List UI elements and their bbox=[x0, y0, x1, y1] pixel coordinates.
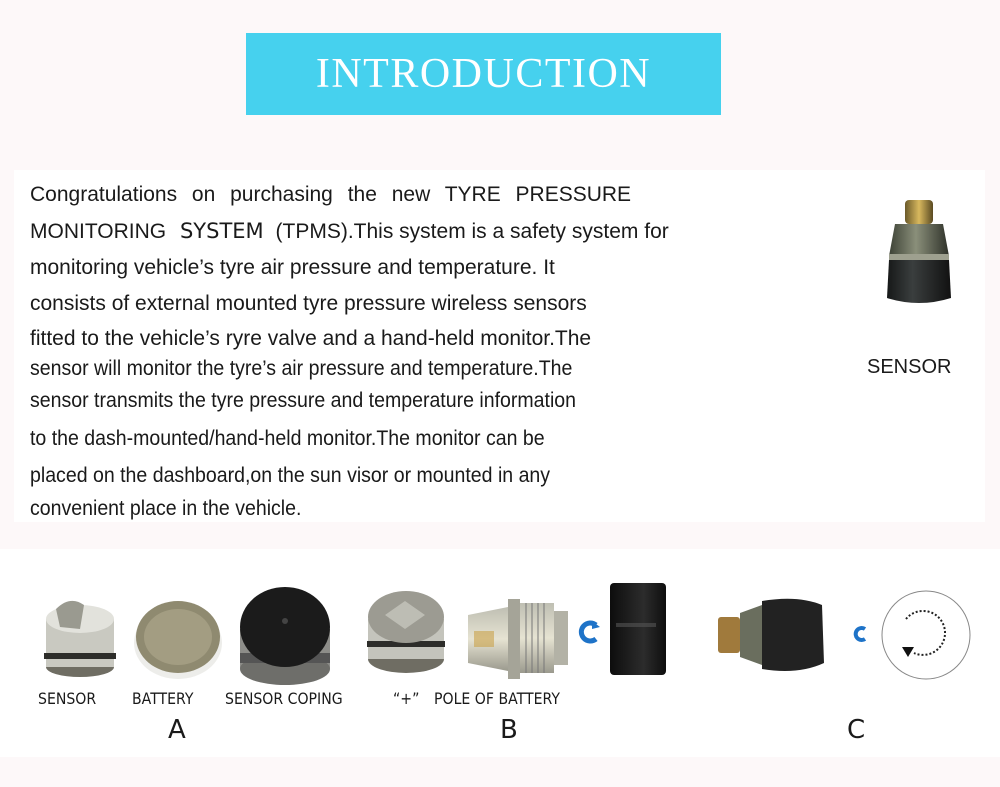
rotate-direction-icon bbox=[880, 589, 972, 681]
cap-side-image bbox=[610, 583, 670, 687]
intro-line-1: Congratulations on purchasing the new TYRE PRESSURE bbox=[30, 183, 632, 206]
intro-line-7: sensor transmits the tyre pressure and temperature information bbox=[30, 389, 577, 412]
battery-image bbox=[132, 593, 224, 683]
intro-line-8: to the dash-mounted/hand-held monitor.The monitor can be bbox=[30, 427, 545, 450]
intro-line-9: placed on the dashboard,on the sun visor or mounted in any bbox=[30, 464, 551, 487]
rotate-arrow-icon bbox=[578, 619, 600, 645]
intro-panel bbox=[14, 170, 985, 522]
label-battery: BATTERY bbox=[132, 689, 194, 708]
title-banner bbox=[246, 33, 721, 115]
sensor-side-image bbox=[468, 591, 576, 683]
intro-line-5: fitted to the vehicle’s ryre valve and a hand-held monitor.The bbox=[30, 327, 592, 350]
sensor-body-image bbox=[40, 589, 120, 689]
group-letter-c: C bbox=[847, 715, 866, 745]
intro-line-10: convenient place in the vehicle. bbox=[30, 497, 302, 520]
sensor-image bbox=[869, 196, 969, 336]
group-letter-a: A bbox=[168, 715, 186, 745]
page-title: INTRODUCTION bbox=[315, 51, 652, 97]
intro-line-4: consists of external mounted tyre pressure wireless sensors bbox=[30, 292, 587, 315]
label-plus: “+” bbox=[393, 689, 420, 708]
label-pole-of-battery: POLE OF BATTERY bbox=[434, 689, 560, 708]
label-sensor-coping: SENSOR COPING bbox=[225, 689, 343, 708]
intro-line-6: sensor will monitor the tyre’s air pressure and temperature.The bbox=[30, 357, 573, 380]
parts-panel bbox=[0, 549, 1000, 757]
intro-line-2-a: MONITORING bbox=[30, 220, 167, 243]
intro-line-2 bbox=[30, 218, 669, 245]
label-sensor: SENSOR bbox=[38, 689, 97, 708]
intro-line-2-c: (TPMS).This system is a safety system for bbox=[275, 220, 669, 243]
intro-line-2-b: SYSTEM bbox=[179, 219, 264, 243]
rotate-arrow-icon bbox=[852, 625, 868, 643]
sensor-cap-image bbox=[236, 583, 334, 689]
intro-line-3: monitoring vehicle’s tyre air pressure and temperature. It bbox=[30, 256, 555, 279]
sensor-open-image bbox=[365, 585, 447, 681]
group-letter-b: B bbox=[500, 715, 518, 745]
assembled-sensor-image bbox=[718, 595, 828, 675]
sensor-caption: SENSOR bbox=[867, 356, 952, 378]
